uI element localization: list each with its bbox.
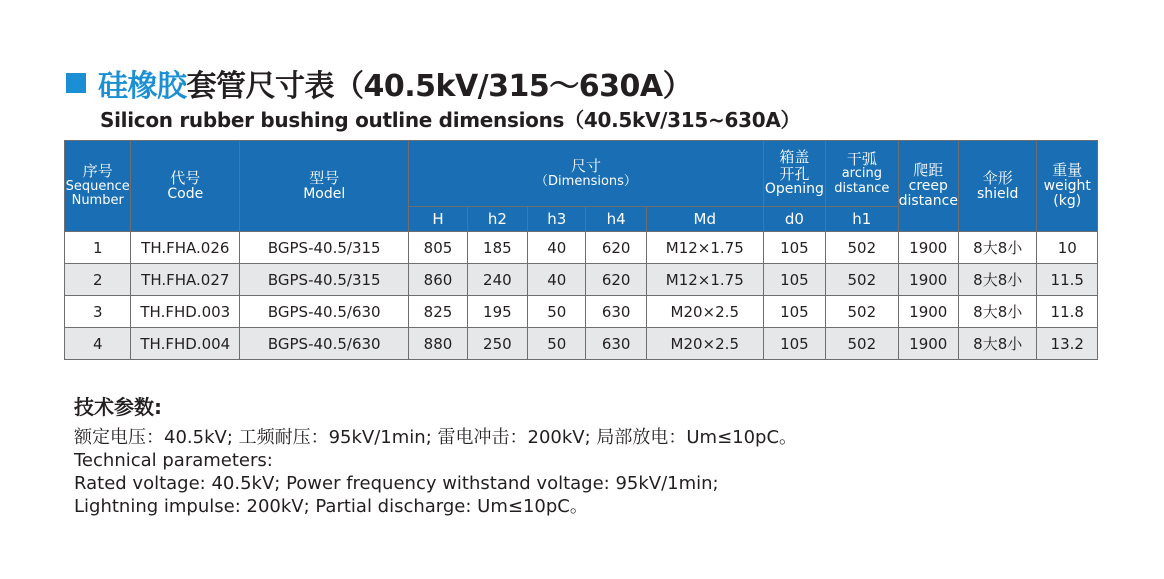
page-title bbox=[66, 66, 693, 104]
header-creep-en1: creep bbox=[908, 177, 948, 194]
technical-parameters bbox=[74, 391, 797, 518]
header-weight bbox=[1037, 141, 1098, 232]
title-cn bbox=[98, 61, 692, 105]
cell-h4: 620 bbox=[586, 264, 646, 296]
cell-h3: 50 bbox=[528, 328, 586, 360]
header-opening-en: Opening bbox=[764, 181, 824, 198]
cell-H: 825 bbox=[409, 296, 467, 328]
header-creep bbox=[898, 141, 958, 232]
cell-h4: 620 bbox=[586, 232, 646, 264]
page-subtitle: Silicon rubber bushing outline dimensions（40.5kV/315~630A） bbox=[100, 108, 801, 132]
cell-h3: 40 bbox=[528, 264, 586, 296]
header-model-en: Model bbox=[303, 185, 346, 202]
cell-Md: M12×1.75 bbox=[646, 232, 763, 264]
header-code-cn: 代号 bbox=[170, 169, 201, 188]
header-shield bbox=[958, 141, 1037, 232]
header-creep-en2: distance bbox=[898, 193, 958, 210]
cell-h2: 240 bbox=[467, 264, 527, 296]
cell-Md: M12×1.75 bbox=[646, 264, 763, 296]
header-arcing-en2: distance bbox=[834, 180, 890, 196]
header-model-cn: 型号 bbox=[309, 169, 340, 188]
table-row bbox=[65, 328, 1098, 360]
table-header-row bbox=[65, 141, 1098, 207]
header-shield-cn: 伞形 bbox=[982, 169, 1013, 188]
subheader-h2: h2 bbox=[467, 207, 527, 232]
params-line-en-2: Lightning impulse: 200kV; Partial discharge: Um≤10pC。 bbox=[74, 496, 588, 517]
cell-h3: 40 bbox=[528, 232, 586, 264]
cell-weight: 11.8 bbox=[1037, 296, 1098, 328]
header-weight-en2: (kg) bbox=[1053, 193, 1082, 210]
title-bullet-square bbox=[66, 73, 86, 93]
cell-shield: 8大8小 bbox=[958, 328, 1037, 360]
subheader-Md: Md bbox=[646, 207, 763, 232]
cell-creep: 1900 bbox=[898, 232, 958, 264]
params-line-cn: 额定电压：40.5kV; 工频耐压：95kV/1min; 雷电冲击：200kV; 局部放电：Um≤10pC。 bbox=[74, 427, 798, 448]
dimensions-table bbox=[64, 140, 1098, 360]
subheader-H: H bbox=[409, 207, 467, 232]
subheader-h4: h4 bbox=[586, 207, 646, 232]
header-code-en: Code bbox=[167, 185, 204, 202]
cell-h2: 250 bbox=[467, 328, 527, 360]
table-row bbox=[65, 232, 1098, 264]
header-arcing bbox=[826, 141, 898, 207]
cell-code: TH.FHD.004 bbox=[131, 328, 240, 360]
header-weight-cn: 重量 bbox=[1052, 161, 1083, 180]
cell-sequence: 4 bbox=[65, 328, 131, 360]
cell-model: BGPS-40.5/630 bbox=[240, 328, 409, 360]
cell-h1: 502 bbox=[826, 328, 898, 360]
params-heading: 技术参数: bbox=[74, 395, 162, 419]
cell-d0: 105 bbox=[763, 232, 825, 264]
header-creep-cn: 爬距 bbox=[913, 161, 944, 180]
cell-d0: 105 bbox=[763, 328, 825, 360]
header-weight-en1: weight bbox=[1043, 177, 1091, 194]
header-dimensions-en: （Dimensions） bbox=[535, 173, 637, 189]
header-sequence-en1: Sequence bbox=[65, 178, 130, 194]
header-opening-cn2: 开孔 bbox=[779, 164, 810, 183]
header-arcing-cn: 干弧 bbox=[846, 149, 877, 168]
cell-sequence: 1 bbox=[65, 232, 131, 264]
cell-code: TH.FHA.026 bbox=[131, 232, 240, 264]
cell-model: BGPS-40.5/630 bbox=[240, 296, 409, 328]
header-opening bbox=[763, 141, 825, 207]
cell-h4: 630 bbox=[586, 328, 646, 360]
cell-Md: M20×2.5 bbox=[646, 328, 763, 360]
cell-weight: 13.2 bbox=[1037, 328, 1098, 360]
cell-model: BGPS-40.5/315 bbox=[240, 264, 409, 296]
cell-weight: 10 bbox=[1037, 232, 1098, 264]
subheader-h1: h1 bbox=[826, 207, 898, 232]
header-dimensions bbox=[409, 141, 763, 207]
cell-creep: 1900 bbox=[898, 328, 958, 360]
table-row bbox=[65, 264, 1098, 296]
cell-d0: 105 bbox=[763, 264, 825, 296]
cell-code: TH.FHA.027 bbox=[131, 264, 240, 296]
cell-weight: 11.5 bbox=[1037, 264, 1098, 296]
header-code bbox=[131, 141, 240, 232]
cell-creep: 1900 bbox=[898, 264, 958, 296]
header-sequence-cn: 序号 bbox=[82, 162, 113, 181]
header-dimensions-cn: 尺寸 bbox=[570, 157, 601, 176]
subheader-d0: d0 bbox=[763, 207, 825, 232]
cell-h3: 50 bbox=[528, 296, 586, 328]
params-line-en-1: Rated voltage: 40.5kV; Power frequency withstand voltage: 95kV/1min; bbox=[74, 473, 719, 494]
cell-sequence: 2 bbox=[65, 264, 131, 296]
cell-creep: 1900 bbox=[898, 296, 958, 328]
header-arcing-en1: arcing bbox=[841, 166, 882, 182]
cell-sequence: 3 bbox=[65, 296, 131, 328]
params-line-en-heading: Technical parameters: bbox=[74, 450, 273, 471]
title-cn-rest: 套管尺寸表（40.5kV/315～630A） bbox=[186, 69, 693, 104]
header-opening-cn1: 箱盖 bbox=[779, 148, 810, 167]
cell-H: 805 bbox=[409, 232, 467, 264]
cell-h1: 502 bbox=[826, 232, 898, 264]
cell-d0: 105 bbox=[763, 296, 825, 328]
cell-shield: 8大8小 bbox=[958, 232, 1037, 264]
cell-shield: 8大8小 bbox=[958, 296, 1037, 328]
cell-h2: 185 bbox=[467, 232, 527, 264]
header-sequence-en2: Number bbox=[71, 193, 124, 209]
cell-shield: 8大8小 bbox=[958, 264, 1037, 296]
header-sequence bbox=[65, 141, 131, 232]
header-model bbox=[240, 141, 409, 232]
cell-H: 880 bbox=[409, 328, 467, 360]
cell-Md: M20×2.5 bbox=[646, 296, 763, 328]
cell-code: TH.FHD.003 bbox=[131, 296, 240, 328]
cell-h1: 502 bbox=[826, 264, 898, 296]
cell-h1: 502 bbox=[826, 296, 898, 328]
header-shield-en: shield bbox=[977, 185, 1019, 202]
subheader-h3: h3 bbox=[528, 207, 586, 232]
cell-H: 860 bbox=[409, 264, 467, 296]
table-row bbox=[65, 296, 1098, 328]
cell-model: BGPS-40.5/315 bbox=[240, 232, 409, 264]
title-cn-highlight: 硅橡胶 bbox=[98, 69, 187, 104]
cell-h2: 195 bbox=[467, 296, 527, 328]
cell-h4: 630 bbox=[586, 296, 646, 328]
